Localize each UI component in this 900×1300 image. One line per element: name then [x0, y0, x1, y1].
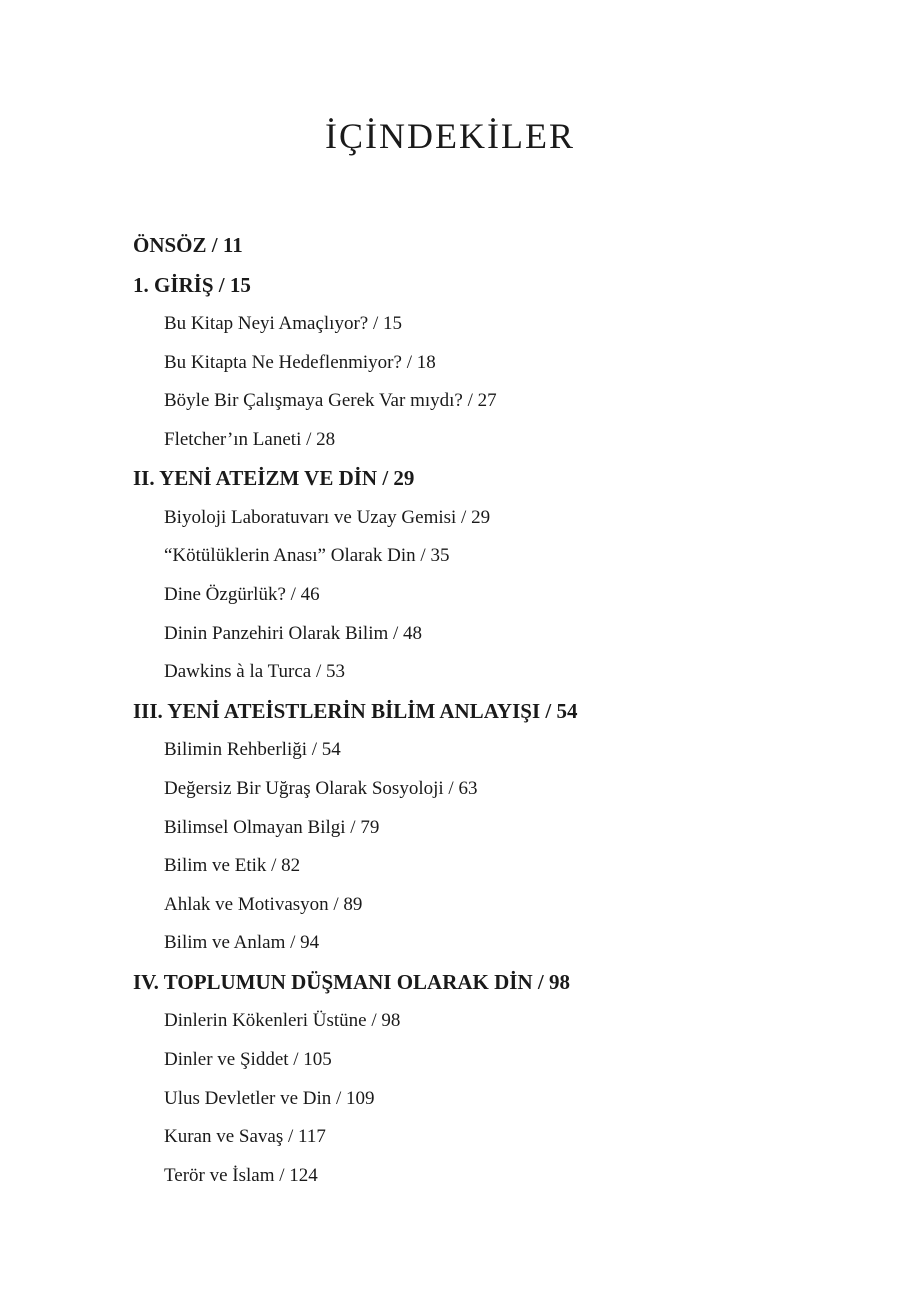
toc-entry: Dawkins à la Turca / 53: [164, 661, 346, 683]
table-of-contents: [133, 226, 833, 1195]
toc-section: [133, 963, 833, 1195]
toc-entry: Ulus Devletler ve Din / 109: [164, 1087, 375, 1109]
toc-entry: Bu Kitap Neyi Amaçlıyor? / 15: [164, 313, 402, 334]
toc-entry: Dinler ve Şiddet / 105: [164, 1049, 332, 1070]
toc-entry: Dinin Panzehiri Olarak Bilim / 48: [164, 622, 423, 644]
toc-entry: Kuran ve Savaş / 117: [164, 1126, 326, 1148]
toc-entry: Biyoloji Laboratuvarı ve Uzay Gemisi / 29: [164, 506, 491, 528]
toc-entry: Dinlerin Kökenleri Üstüne / 98: [164, 1010, 401, 1032]
toc-section: [133, 266, 833, 460]
toc-entry: Değersiz Bir Uğraş Olarak Sosyoloji / 63: [164, 777, 478, 799]
toc-section: [133, 692, 833, 963]
toc-chapter-heading: ÖNSÖZ / 11: [133, 233, 243, 257]
toc-entry: Bilim ve Anlam / 94: [164, 932, 320, 954]
toc-chapter-heading: III. YENİ ATEİSTLERİN BİLİM ANLAYIŞI / 54: [133, 698, 578, 723]
toc-entry: Dine Özgürlük? / 46: [164, 584, 320, 606]
toc-entry: Bilimsel Olmayan Bilgi / 79: [164, 816, 380, 838]
toc-section: [133, 226, 833, 266]
toc-entry: Ahlak ve Motivasyon / 89: [164, 893, 363, 915]
toc-entry: Terör ve İslam / 124: [164, 1164, 318, 1186]
toc-section: [133, 459, 833, 691]
toc-chapter-heading: IV. TOPLUMUN DÜŞMANI OLARAK DİN / 98: [133, 969, 570, 994]
toc-entry: Bilim ve Etik / 82: [164, 855, 301, 877]
toc-chapter-heading: 1. GİRİŞ / 15: [133, 272, 251, 297]
toc-entry: Böyle Bir Çalışmaya Gerek Var mıydı? / 27: [164, 390, 497, 412]
page-title: İÇİNDEKİLER: [325, 116, 575, 156]
toc-entry: “Kötülüklerin Anası” Olarak Din / 35: [164, 545, 450, 567]
toc-entry: Fletcher’ın Laneti / 28: [164, 428, 336, 450]
toc-entry: Bu Kitapta Ne Hedeflenmiyor? / 18: [164, 351, 436, 373]
toc-chapter-heading: II. YENİ ATEİZM VE DİN / 29: [133, 466, 415, 491]
toc-entry: Bilimin Rehberliği / 54: [164, 739, 341, 761]
